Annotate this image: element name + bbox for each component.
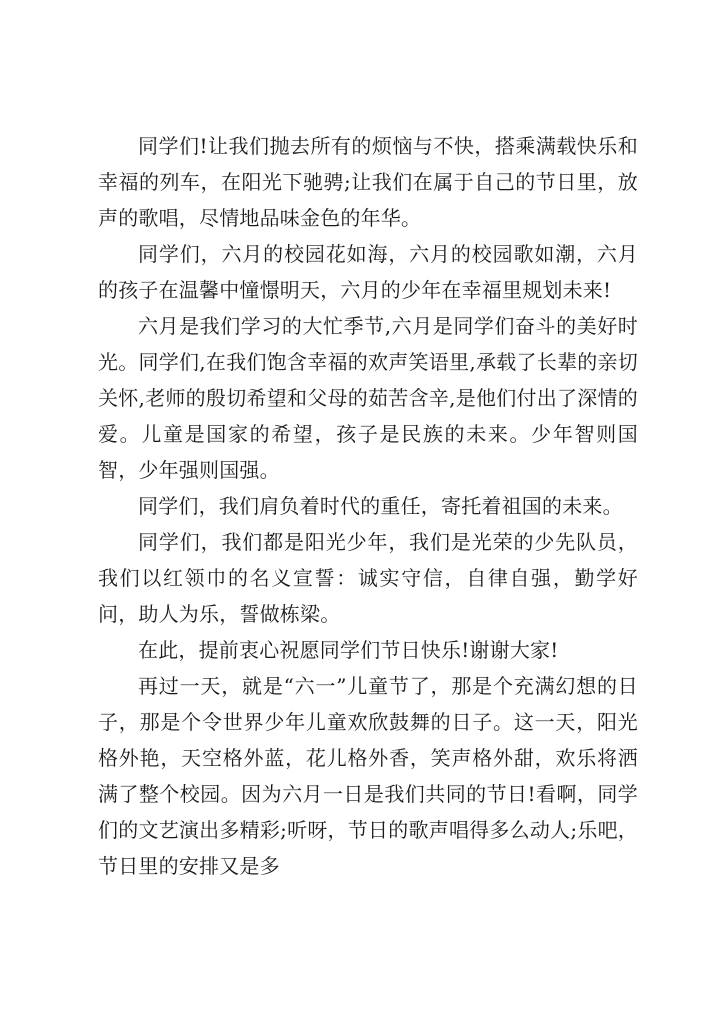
document-body <box>98 128 638 884</box>
paragraph-3: 六月是我们学习的大忙季节,六月是同学们奋斗的美好时光。同学们,在我们饱含幸福的欢声笑语里,承载了长辈的亲切关怀,老师的殷切希望和父母的茹苦含辛,是他们付出了深情的爱。儿童是国家的希望，孩子是民族的未来。少年智则国智，少年强则国强。 <box>98 314 638 482</box>
paragraph-1: 同学们!让我们抛去所有的烦恼与不快，搭乘满载快乐和幸福的列车，在阳光下驰骋;让我们在属于自己的节日里，放声的歌唱，尽情地品味金色的年华。 <box>98 134 638 230</box>
paragraph-7: 再过一天，就是“六一”儿童节了，那是个充满幻想的日子，那是个令世界少年儿童欢欣鼓舞的日子。这一天，阳光格外艳，天空格外蓝，花儿格外香，笑声格外甜，欢乐将洒满了整个校园。因为六月一日是我们共同的节日!看啊，同学们的文艺演出多精彩;听呀，节日的歌声唱得多么动人;乐吧，节日里的安排又是多 <box>98 674 638 878</box>
paragraph-6: 在此，提前衷心祝愿同学们节日快乐!谢谢大家! <box>138 638 559 662</box>
paragraph-2: 同学们，六月的校园花如海，六月的校园歌如潮，六月的孩子在温馨中憧憬明天，六月的少年在幸福里规划未来! <box>98 242 638 302</box>
paragraph-5: 同学们，我们都是阳光少年，我们是光荣的少先队员，我们以红领巾的名义宣誓：诚实守信，自律自强，勤学好问，助人为乐，誓做栋梁。 <box>98 530 638 626</box>
paragraph-4: 同学们，我们肩负着时代的重任，寄托着祖国的未来。 <box>138 494 623 518</box>
